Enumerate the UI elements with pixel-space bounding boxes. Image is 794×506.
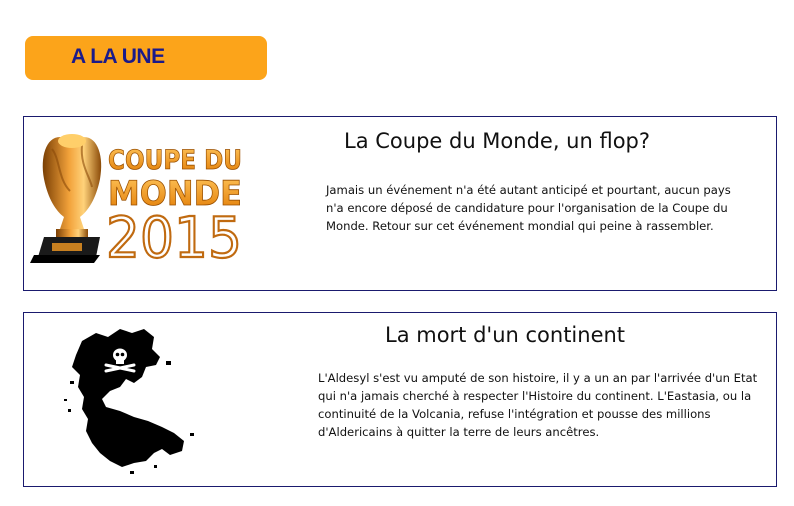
world-cup-2015-logo-image [30,129,250,279]
continent-map-image [62,321,212,476]
article-card-continent[interactable] [23,312,777,487]
continent-silhouette [64,329,194,474]
article-body: Jamais un événement n'a été autant anticipé et pourtant, aucun pays n'a encore déposé de candidature pour l'organisation de la Coupe du Monde. Retour sur cet événement mondial qui peine à rassembler. [326,183,731,233]
section-header-label: A LA UNE [71,45,165,68]
article-card-world-cup[interactable] [23,116,777,291]
trophy-icon [30,134,101,263]
logo-line-monde: MONDE [108,174,242,214]
logo-line-2015: 2015 [106,206,242,271]
section-header-badge [25,36,267,80]
logo-line-coupe-du: COUPE DU [108,145,242,176]
article-body: L'Aldesyl s'est vu amputé de son histoire, il y a un an par l'arrivée d'un Etat qui n'a jamais cherché à respecter l'Histoire du continent. L'Eastasia, ou la continuité de la Volcania, refuse l'intégration et pousse des millions d'Aldericains à quitter la terre de leurs ancêtres. [318,371,758,439]
world-cup-logo-text [106,145,242,271]
article-title[interactable]: La Coupe du Monde, un flop? [344,129,651,153]
article-title[interactable]: La mort d'un continent [385,323,626,347]
